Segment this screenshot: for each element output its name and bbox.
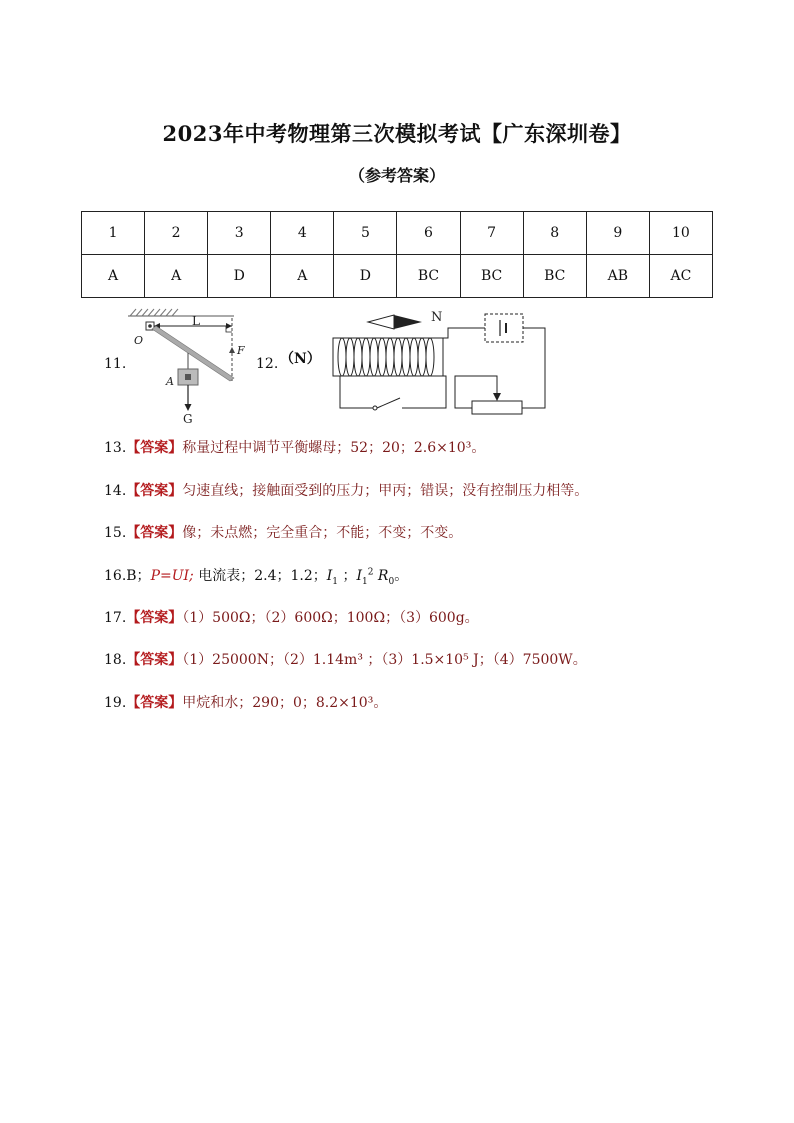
symbol-I: I <box>326 568 333 584</box>
answer-text: （1）500Ω；（2）600Ω；100Ω；（3）600g。 <box>182 610 479 626</box>
table-cell: 10 <box>649 212 712 255</box>
label-N: N <box>431 310 443 325</box>
table-cell: 9 <box>586 212 649 255</box>
subscript: 1 <box>332 576 339 587</box>
question-number: 16. <box>104 568 127 584</box>
table-cell: 6 <box>397 212 460 255</box>
lever-figure <box>126 303 254 425</box>
answer-text: 像；未点燃；完全重合；不能；不变；不变。 <box>182 525 463 541</box>
label-A: A <box>166 375 174 388</box>
question-number: 19. <box>104 695 127 711</box>
question-number: 17. <box>104 610 127 626</box>
table-cell: AC <box>649 255 712 298</box>
label-F: F <box>237 344 245 357</box>
answer-line-13 <box>104 437 485 457</box>
table-cell: BC <box>460 255 523 298</box>
label-L: L <box>192 314 200 328</box>
answer-text: 电流表；2.4；1.2； <box>198 568 327 584</box>
answer-tag: 【答案】 <box>126 525 183 541</box>
answer-line-16 <box>104 565 408 587</box>
answer-line-15 <box>104 522 462 542</box>
q11-number: 11. <box>104 356 127 372</box>
answer-tag: 【答案】 <box>126 695 183 711</box>
answer-tag: 【答案】 <box>126 483 183 499</box>
table-cell: D <box>208 255 271 298</box>
label-G: G <box>183 412 193 425</box>
answer-line-14 <box>104 480 588 500</box>
answer-text: 称量过程中调节平衡螺母；52；20；2.6×10³。 <box>182 440 486 456</box>
table-cell: 7 <box>460 212 523 255</box>
answer-choice: B； <box>126 568 151 584</box>
table-cell: A <box>145 255 208 298</box>
question-number: 18. <box>104 652 127 668</box>
formula: P=UI; <box>150 568 194 584</box>
answer-table <box>81 211 713 298</box>
question-number: 14. <box>104 483 127 499</box>
page-subtitle: （参考答案） <box>348 166 445 185</box>
label-O: O <box>134 334 144 347</box>
table-cell: BC <box>523 255 586 298</box>
solenoid-circuit-figure <box>330 306 550 416</box>
table-cell: D <box>334 255 397 298</box>
symbol-I: I <box>356 568 362 584</box>
table-cell: 4 <box>271 212 334 255</box>
answer-tag: 【答案】 <box>126 440 183 456</box>
subscript: 1 <box>362 576 368 587</box>
table-cell: 5 <box>334 212 397 255</box>
period: 。 <box>394 568 409 584</box>
table-cell: 3 <box>208 212 271 255</box>
table-cell: AB <box>586 255 649 298</box>
question-number-row <box>82 212 713 255</box>
answer-line-18 <box>104 649 587 669</box>
table-cell: BC <box>397 255 460 298</box>
q12-pole-label: （N） <box>280 351 321 367</box>
table-cell: A <box>271 255 334 298</box>
table-cell: A <box>82 255 145 298</box>
symbol-R: R <box>377 568 389 584</box>
question-number: 13. <box>104 440 127 456</box>
answer-text: 甲烷和水；290；0；8.2×10³。 <box>182 695 388 711</box>
separator: ； <box>342 568 357 584</box>
page-title: 2023年中考物理第三次模拟考试【广东深圳卷】 <box>162 121 632 146</box>
answer-line-17 <box>104 607 479 627</box>
answer-text: 匀速直线；接触面受到的压力；甲丙；错误；没有控制压力相等。 <box>182 483 589 499</box>
answer-tag: 【答案】 <box>126 610 183 626</box>
table-cell: 1 <box>82 212 145 255</box>
answer-row <box>82 255 713 298</box>
answer-line-19 <box>104 692 387 712</box>
question-number: 15. <box>104 525 127 541</box>
table-cell: 2 <box>145 212 208 255</box>
answer-text: （1）25000N；（2）1.14m³ ；（3）1.5×10⁵ J；（4）7500W。 <box>182 652 587 668</box>
q12-number: 12. <box>256 356 279 372</box>
table-cell: 8 <box>523 212 586 255</box>
subscript: 0 <box>388 576 395 587</box>
answer-tag: 【答案】 <box>126 652 183 668</box>
superscript: 2 <box>367 567 374 578</box>
